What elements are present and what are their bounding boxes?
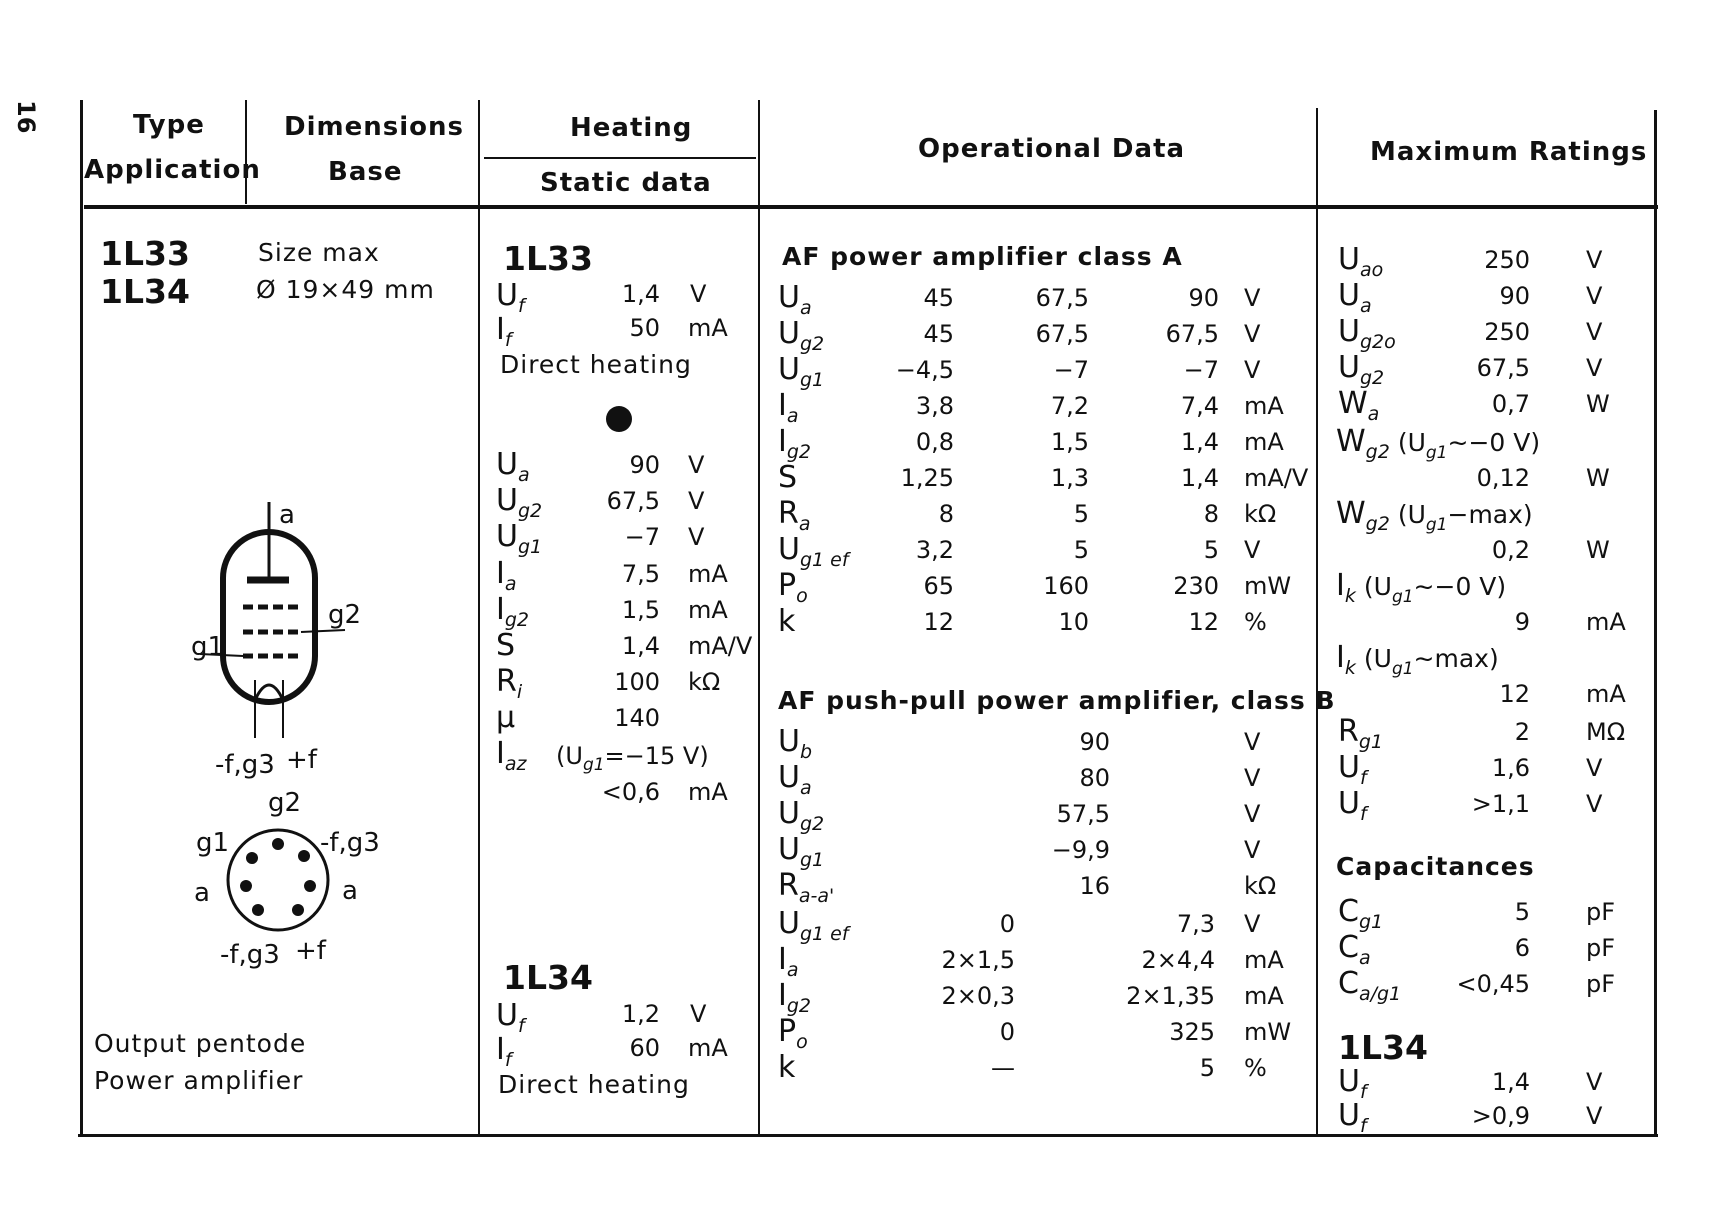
heating-type-1L33: 1L33 [503, 239, 593, 278]
static-symbol: S [496, 628, 516, 663]
col-divider-type [245, 100, 247, 204]
class-b-symbol: k [778, 1050, 796, 1085]
header-heating: Heating [570, 113, 693, 143]
static-unit: mA [688, 560, 728, 588]
class-a-value-col2: 10 [1058, 608, 1089, 636]
class-b-unit: V [1244, 764, 1261, 792]
capacitance-unit: pF [1586, 898, 1616, 926]
class-a-value-col2: 7,2 [1050, 392, 1089, 420]
static-symbol: $I_a$ [496, 556, 517, 595]
class-b-symbol: $U_{g1}$ [778, 832, 825, 871]
class-b-title: AF push-pull power amplifier, class B [778, 686, 1336, 715]
heating-split-line [484, 157, 756, 159]
max-rating-unit: mA [1586, 608, 1626, 636]
max-rating-value: 0,7 [1491, 390, 1530, 418]
class-b-value-col2: 2×1,35 [1126, 982, 1215, 1010]
class-b-value-col1: — [991, 1054, 1015, 1082]
application-line-2: Power amplifier [94, 1066, 304, 1095]
max-rating-value: 67,5 [1476, 354, 1530, 382]
type-name-1L34: 1L34 [100, 272, 190, 311]
class-a-value-col3: 1,4 [1180, 428, 1219, 456]
class-b-value-col1: 2×1,5 [941, 946, 1015, 974]
class-a-value-col2: 160 [1043, 572, 1089, 600]
header-dimensions: Dimensions [284, 112, 464, 142]
class-a-unit: mA/V [1244, 464, 1309, 492]
heating-if-value-2: 60 [629, 1034, 660, 1062]
capacitances-title: Capacitances [1336, 852, 1535, 881]
max-rating-symbol: $W_a$ [1338, 386, 1380, 425]
class-a-value-col1: 45 [923, 320, 954, 348]
static-unit: V [688, 523, 705, 551]
class-a-value-col1: 0,8 [915, 428, 954, 456]
class-a-unit: V [1244, 536, 1261, 564]
type-name-1L33: 1L33 [100, 234, 190, 273]
class-b-value-col1: 0 [999, 1018, 1015, 1046]
static-value: 67,5 [606, 487, 660, 515]
heating-uf-symbol-2: $U_f$ [496, 998, 525, 1037]
max-rating-value: 1,4 [1491, 1068, 1530, 1096]
heating-direct-label-1: Direct heating [500, 350, 692, 379]
heating-if-unit: mA [688, 314, 728, 342]
max-rating-value: 250 [1484, 246, 1530, 274]
class-a-value-col1: −4,5 [895, 356, 954, 384]
class-b-value: 90 [1079, 728, 1110, 756]
class-a-value-col2: 5 [1073, 536, 1089, 564]
static-value: 1,4 [621, 632, 660, 660]
col-divider-oper [1316, 108, 1318, 1136]
col-divider-heating [758, 100, 760, 1136]
max-rating-unit: W [1586, 536, 1610, 564]
heating-if-unit-2: mA [688, 1034, 728, 1062]
max-rating-unit: V [1586, 354, 1603, 382]
class-a-value-col1: 8 [938, 500, 954, 528]
capacitance-unit: pF [1586, 970, 1616, 998]
static-unit: V [688, 487, 705, 515]
class-b-unit: mA [1244, 946, 1284, 974]
tube-label-f-plus: +f [286, 745, 317, 775]
class-a-value-col3: 12 [1188, 608, 1219, 636]
max-rating-unit: V [1586, 282, 1603, 310]
class-b-value-col2: 325 [1169, 1018, 1215, 1046]
max-rating-unit: V [1586, 318, 1603, 346]
static-unit: mA/V [688, 632, 753, 660]
class-a-symbol: S [778, 460, 798, 495]
class-a-value-col1: 1,25 [900, 464, 954, 492]
class-b-unit: mW [1244, 1018, 1292, 1046]
base-label-g2: g2 [268, 788, 302, 818]
capacitance-value: 6 [1514, 934, 1530, 962]
static-symbol: $U_{g1}$ [496, 519, 543, 558]
class-a-value-col2: −7 [1053, 356, 1089, 384]
max-rating-value: 90 [1499, 282, 1530, 310]
max-rating-symbol: $U_f$ [1338, 750, 1367, 789]
dimensions-value: Ø 19×49 mm [256, 275, 435, 304]
static-symbol: $I_{g2}$ [496, 592, 530, 631]
max-rating-symbol: $W_{g2}$ $(U_{g1}-\max)$ [1336, 496, 1533, 535]
class-a-unit: V [1244, 356, 1261, 384]
max-rating-value: 0,2 [1491, 536, 1530, 564]
base-label-a-left: a [194, 878, 210, 908]
max-rating-unit: mA [1586, 680, 1626, 708]
static-iaz-condition: ($U_{g1}=-15$ V) [556, 742, 709, 775]
base-label-f-plus: +f [295, 936, 326, 966]
capacitance-value: 5 [1514, 898, 1530, 926]
class-a-symbol: $P_o$ [778, 568, 808, 607]
class-a-unit: mA [1244, 428, 1284, 456]
static-value: 140 [614, 704, 660, 732]
class-b-value: 80 [1079, 764, 1110, 792]
max-rating-unit: W [1586, 464, 1610, 492]
header-base: Base [328, 157, 403, 187]
static-iaz-value: <0,6 [601, 778, 660, 806]
max-rating-value: >0,9 [1471, 1102, 1530, 1130]
max-rating-symbol: $U_f$ [1338, 786, 1367, 825]
class-b-unit: V [1244, 910, 1261, 938]
static-symbol: $R_i$ [496, 664, 523, 703]
class-b-value: −9,9 [1051, 836, 1110, 864]
header-maximum-ratings: Maximum Ratings [1370, 137, 1648, 167]
header-operational-data: Operational Data [918, 134, 1186, 164]
static-symbol: $U_{g2}$ [496, 483, 543, 522]
header-type: Type [133, 110, 205, 140]
header-bottom-rule [84, 205, 1658, 209]
class-a-symbol: $U_{g1 ef}$ [778, 532, 849, 571]
max-rating-symbol: $W_{g2}$ ($U_{g1}\sim-0$ V) [1336, 424, 1541, 463]
class-b-unit: mA [1244, 982, 1284, 1010]
max-rating-symbol: $U_a$ [1338, 278, 1372, 317]
max-rating-value: 2 [1514, 718, 1530, 746]
col-divider-left [80, 100, 83, 1136]
class-a-value-col1: 65 [923, 572, 954, 600]
max-rating-value: 12 [1499, 680, 1530, 708]
static-value: 90 [629, 451, 660, 479]
capacitance-symbol: $C_a$ [1338, 930, 1371, 969]
class-a-value-col2: 67,5 [1035, 284, 1089, 312]
class-a-symbol: $U_{g1}$ [778, 352, 825, 391]
heating-uf-symbol: $U_f$ [496, 278, 525, 317]
max-rating-unit: V [1586, 790, 1603, 818]
max-ratings-type-1L34: 1L34 [1338, 1028, 1428, 1067]
heating-type-1L34: 1L34 [503, 958, 593, 997]
static-unit: mA [688, 596, 728, 624]
class-b-symbol: $P_o$ [778, 1014, 808, 1053]
class-b-value-col2: 7,3 [1176, 910, 1215, 938]
class-b-symbol: $I_a$ [778, 942, 799, 981]
static-symbol: μ [496, 700, 516, 735]
battery-marker-icon [606, 406, 632, 432]
col-divider-dims [478, 100, 480, 1136]
max-rating-unit: V [1586, 754, 1603, 782]
class-a-value-col1: 12 [923, 608, 954, 636]
class-a-value-col3: 90 [1188, 284, 1219, 312]
class-a-value-col3: 67,5 [1165, 320, 1219, 348]
class-b-unit: V [1244, 836, 1261, 864]
class-a-unit: V [1244, 284, 1261, 312]
class-b-symbol: $U_b$ [778, 724, 813, 763]
table-bottom-rule [78, 1134, 1658, 1137]
max-rating-symbol: $U_{g2o}$ [1338, 314, 1396, 353]
max-rating-unit: MΩ [1586, 718, 1626, 746]
col-divider-right [1654, 110, 1657, 1136]
application-line-1: Output pentode [94, 1029, 307, 1058]
heating-if-symbol-2: $I_f$ [496, 1032, 512, 1071]
class-a-value-col3: 5 [1203, 536, 1219, 564]
class-a-symbol: $R_a$ [778, 496, 811, 535]
static-value: 100 [614, 668, 660, 696]
static-unit: V [688, 451, 705, 479]
class-a-value-col2: 5 [1073, 500, 1089, 528]
class-b-unit: kΩ [1244, 872, 1277, 900]
heating-uf-value-2: 1,2 [621, 1000, 660, 1028]
class-a-value-col2: 1,3 [1050, 464, 1089, 492]
class-b-value: 16 [1079, 872, 1110, 900]
max-rating-unit: V [1586, 1102, 1603, 1130]
heating-direct-label-2: Direct heating [498, 1070, 690, 1099]
tube-label-g2: g2 [328, 600, 362, 630]
static-value: 1,5 [621, 596, 660, 624]
max-rating-value: >1,1 [1471, 790, 1530, 818]
max-rating-symbol: $U_f$ [1338, 1064, 1367, 1103]
class-b-symbol: $U_a$ [778, 760, 812, 799]
max-rating-unit: V [1586, 1068, 1603, 1096]
class-a-value-col3: 8 [1203, 500, 1219, 528]
capacitance-value: <0,45 [1456, 970, 1530, 998]
class-b-value-col1: 0 [999, 910, 1015, 938]
base-label-fg3-bottom: -f,g3 [220, 940, 280, 970]
class-a-symbol: $I_a$ [778, 388, 799, 427]
max-rating-unit: W [1586, 390, 1610, 418]
max-rating-value: 0,12 [1476, 464, 1530, 492]
class-a-value-col2: 1,5 [1050, 428, 1089, 456]
page-number: 16 [12, 100, 40, 134]
capacitance-symbol: $C_{g1}$ [1338, 894, 1384, 933]
class-a-unit: mA [1244, 392, 1284, 420]
max-rating-unit: V [1586, 246, 1603, 274]
base-label-g1: g1 [196, 828, 230, 858]
heating-uf-unit: V [690, 280, 707, 308]
max-rating-symbol: $U_{g2}$ [1338, 350, 1385, 389]
class-a-symbol: k [778, 604, 796, 639]
static-iaz-unit: mA [688, 778, 728, 806]
class-a-value-col1: 3,2 [915, 536, 954, 564]
class-a-value-col3: 230 [1173, 572, 1219, 600]
header-static-data: Static data [540, 168, 712, 198]
class-a-value-col3: 7,4 [1180, 392, 1219, 420]
class-a-value-col1: 3,8 [915, 392, 954, 420]
class-a-value-col3: 1,4 [1180, 464, 1219, 492]
static-value: −7 [624, 523, 660, 551]
capacitance-unit: pF [1586, 934, 1616, 962]
class-b-symbol: $U_{g2}$ [778, 796, 825, 835]
max-rating-value: 9 [1514, 608, 1530, 636]
class-a-unit: kΩ [1244, 500, 1277, 528]
class-a-symbol: $U_a$ [778, 280, 812, 319]
class-b-symbol: $I_{g2}$ [778, 978, 812, 1017]
class-a-value-col2: 67,5 [1035, 320, 1089, 348]
class-b-symbol: $U_{g1 ef}$ [778, 906, 849, 945]
class-a-symbol: $U_{g2}$ [778, 316, 825, 355]
class-b-unit: V [1244, 728, 1261, 756]
class-a-symbol: $I_{g2}$ [778, 424, 812, 463]
static-iaz-label: $I_{az}$ [496, 736, 527, 775]
max-rating-symbol: $R_{g1}$ [1338, 714, 1384, 753]
base-label-fg3-top: -f,g3 [320, 828, 380, 858]
heating-uf-unit-2: V [690, 1000, 707, 1028]
heating-if-symbol: $I_f$ [496, 312, 512, 351]
static-symbol: $U_a$ [496, 447, 530, 486]
max-rating-symbol: $I_k$ $(U_{g1}\sim\max)$ [1336, 640, 1499, 679]
class-b-value-col2: 5 [1199, 1054, 1215, 1082]
max-rating-value: 1,6 [1491, 754, 1530, 782]
class-b-value-col2: 2×4,4 [1141, 946, 1215, 974]
tube-label-g1: g1 [191, 632, 225, 662]
class-a-unit: V [1244, 320, 1261, 348]
class-b-unit: V [1244, 800, 1261, 828]
static-unit: kΩ [688, 668, 721, 696]
header-application: Application [84, 155, 261, 185]
tube-label-fg3: -f,g3 [215, 750, 275, 780]
class-b-value-col1: 2×0,3 [941, 982, 1015, 1010]
class-a-unit: % [1244, 608, 1267, 636]
class-a-value-col3: −7 [1183, 356, 1219, 384]
static-value: 7,5 [621, 560, 660, 588]
class-b-value: 57,5 [1056, 800, 1110, 828]
heating-uf-value: 1,4 [621, 280, 660, 308]
class-a-title: AF power amplifier class A [782, 242, 1183, 271]
max-rating-symbol: $U_f$ [1338, 1098, 1367, 1137]
tube-label-a: a [279, 500, 295, 530]
max-rating-value: 250 [1484, 318, 1530, 346]
base-label-a-right: a [342, 876, 358, 906]
size-max-label: Size max [258, 238, 380, 267]
class-a-unit: mW [1244, 572, 1292, 600]
class-b-unit: % [1244, 1054, 1267, 1082]
max-rating-symbol: $I_k$ ($U_{g1}\sim-0$ V) [1336, 568, 1507, 607]
class-b-symbol: $R_{a-a'}$ [778, 868, 835, 907]
max-rating-symbol: $U_{ao}$ [1338, 242, 1384, 281]
heating-if-value: 50 [629, 314, 660, 342]
class-a-value-col1: 45 [923, 284, 954, 312]
capacitance-symbol: $C_{a/g1}$ [1338, 966, 1402, 1005]
